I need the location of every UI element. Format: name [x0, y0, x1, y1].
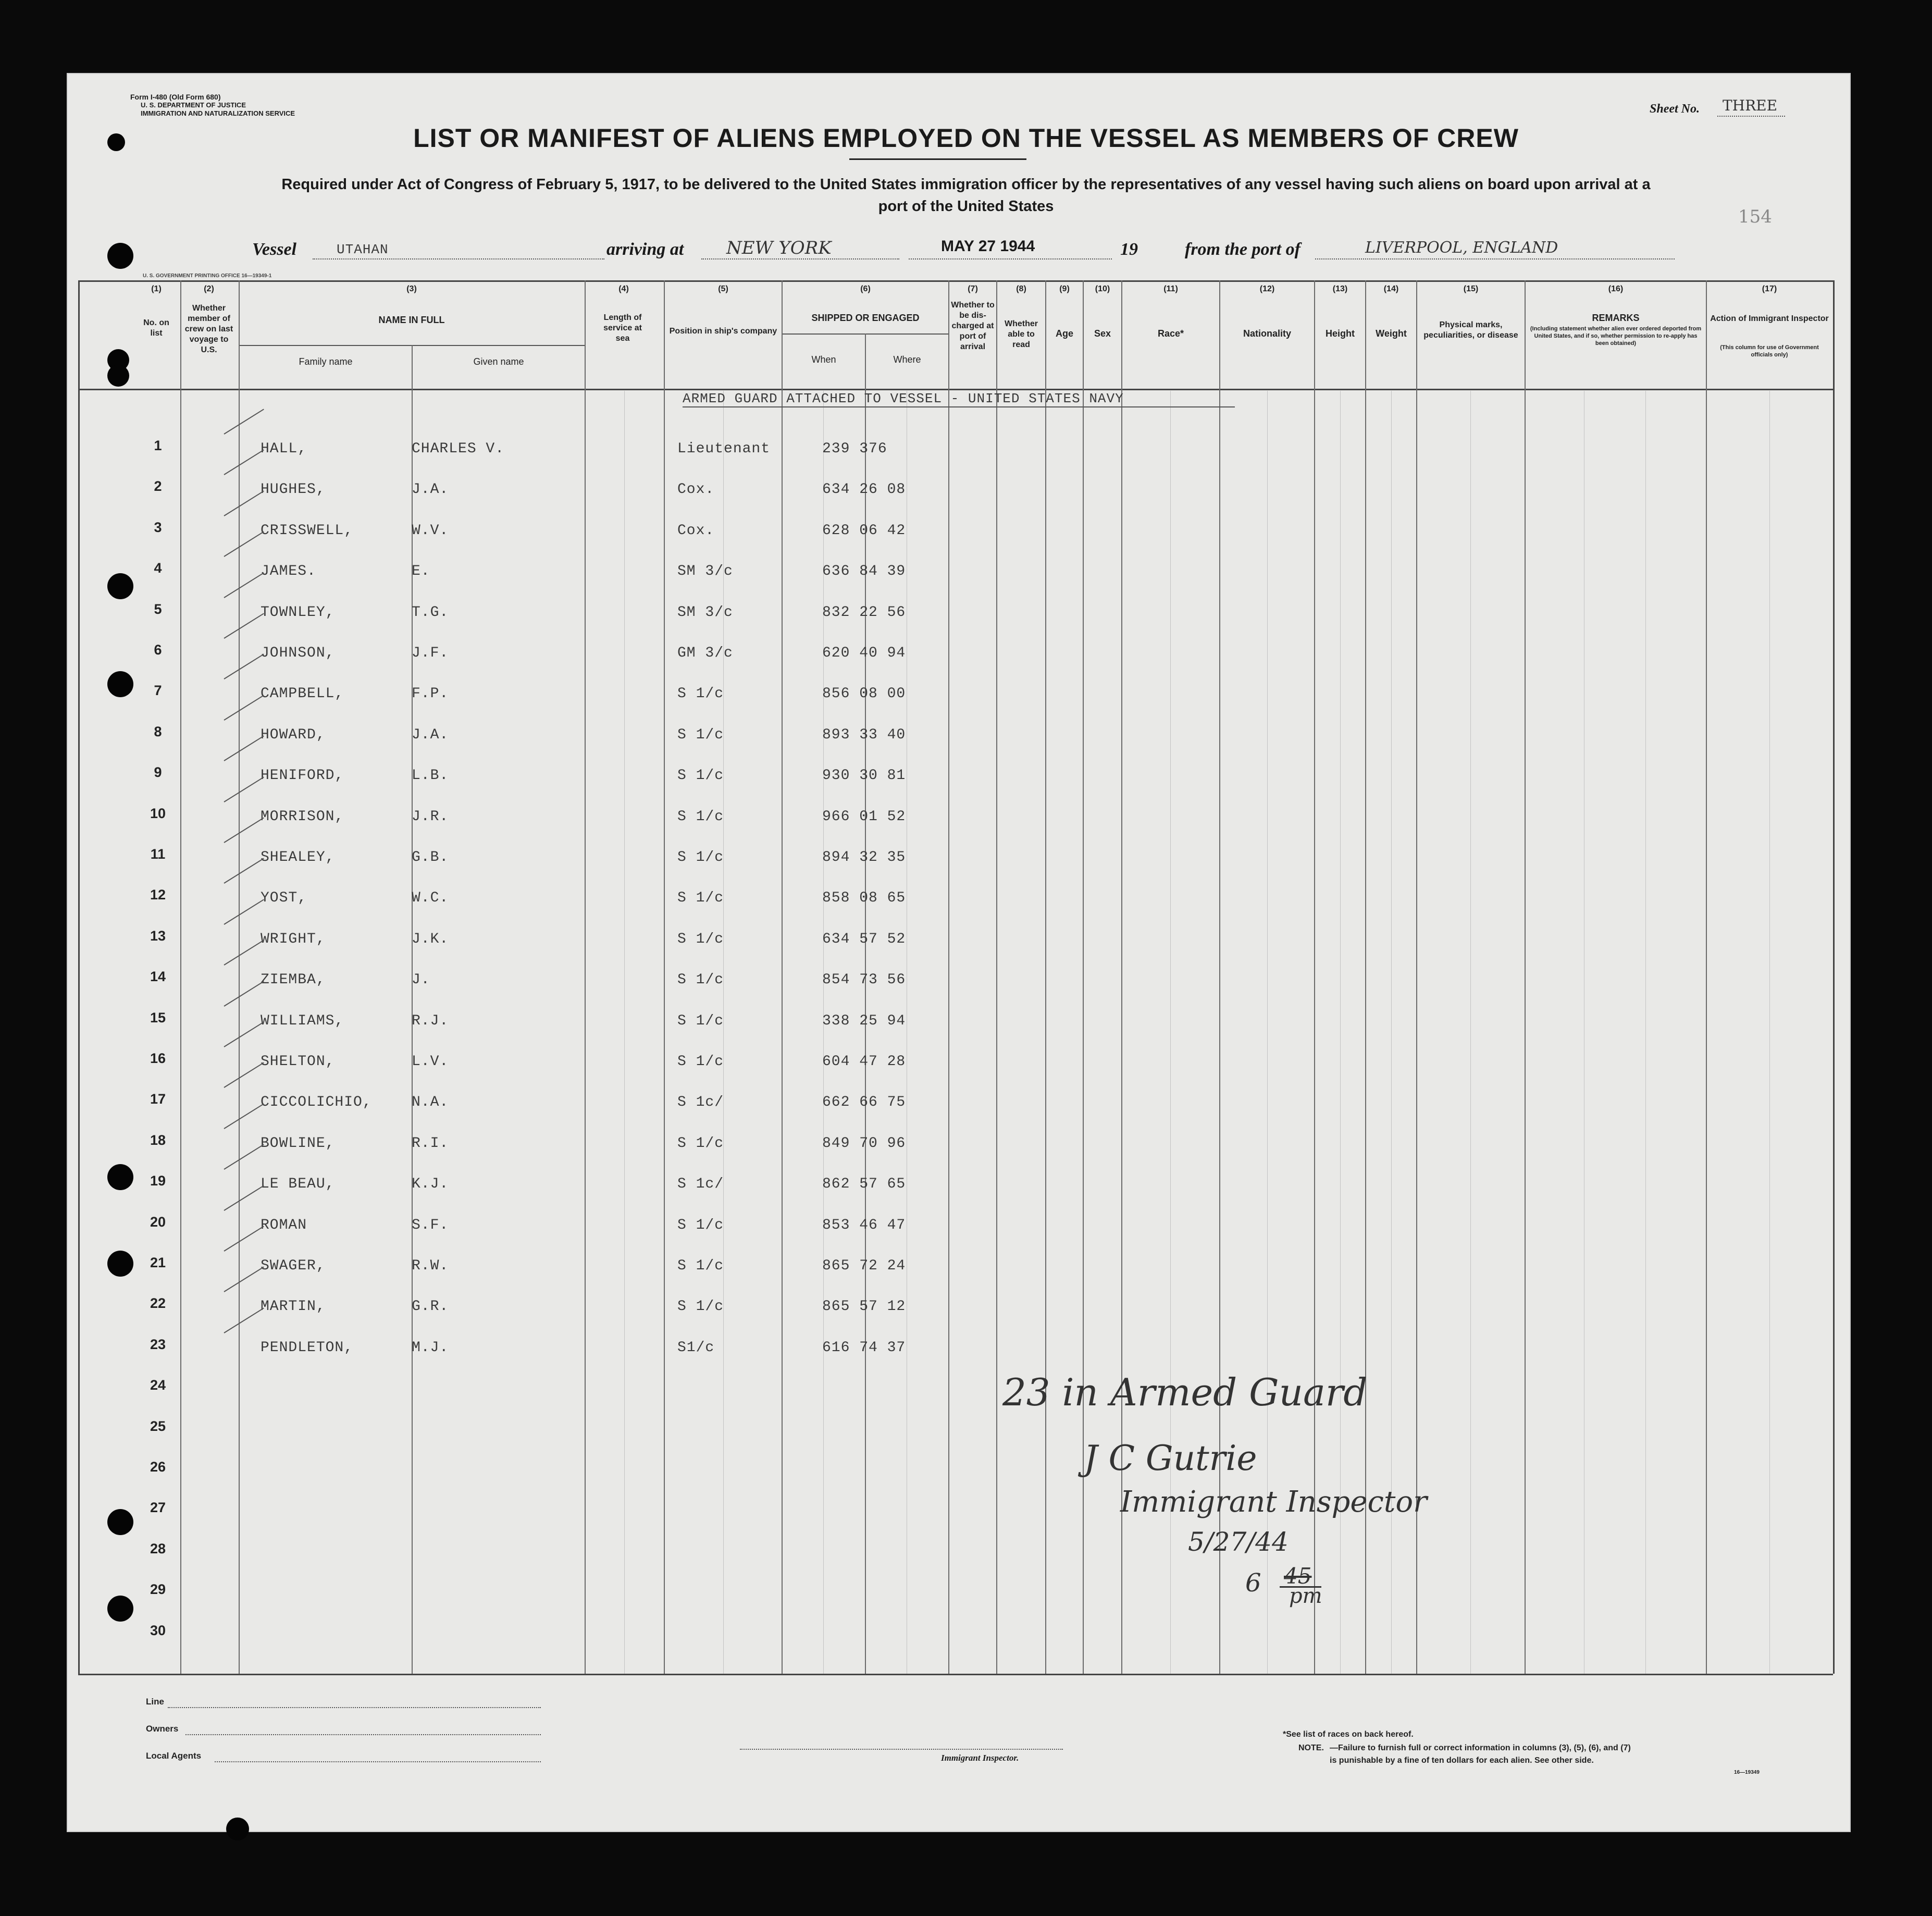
shipped-engaged: 894 32 35: [822, 849, 906, 866]
stamp-number: 154: [1738, 206, 1772, 227]
family-name: SHEALEY,: [261, 849, 335, 866]
row-number: 8: [154, 724, 162, 739]
remarks-note: (Including statement whether alien ever ordered deported from United States, and if so, whether permission to re-apply has been obtained): [1530, 326, 1702, 347]
footer-print-code: 16—19349: [1734, 1770, 1760, 1775]
col-header-physical-marks: Physical marks, peculiarities, or disease: [1423, 320, 1518, 340]
position: S 1/c: [677, 809, 724, 825]
position: S 1c/: [677, 1094, 724, 1110]
inspection-time-struck: 45: [1284, 1563, 1312, 1589]
table-bottom-border: [78, 1674, 1833, 1675]
footer-inspector-label: Immigrant Inspector.: [941, 1753, 1019, 1763]
grid-rule: [624, 391, 625, 1674]
grid-rule: [1470, 391, 1471, 1674]
vessel-value: UTAHAN: [337, 242, 389, 257]
row-number: 25: [150, 1418, 166, 1434]
row-number: 29: [150, 1581, 166, 1597]
grid-rule: [723, 391, 724, 1674]
printing-office-line: U. S. GOVERNMENT PRINTING OFFICE 16—19349-1: [143, 273, 272, 279]
handwritten-count-note: 23 in Armed Guard: [1002, 1370, 1368, 1414]
family-name: JAMES.: [261, 563, 316, 579]
punch-hole: [107, 1596, 133, 1622]
col-header-sex: Sex: [1094, 328, 1111, 339]
given-name: J.: [412, 972, 430, 988]
punch-hole: [107, 573, 133, 599]
position: S 1/c: [677, 1054, 724, 1070]
col-num-4: (4): [618, 285, 629, 293]
family-name: WRIGHT,: [261, 931, 326, 947]
grid-rule: [1769, 391, 1770, 1674]
subheader-family-name: Family name: [299, 356, 353, 367]
column-rule: [1833, 280, 1835, 1674]
family-name: ZIEMBA,: [261, 972, 326, 988]
given-name: W.V.: [412, 523, 449, 539]
col-num-7: (7): [968, 285, 978, 293]
page-title: LIST OR MANIFEST OF ALIENS EMPLOYED ON THE VESSEL AS MEMBERS OF CREW: [413, 123, 1519, 153]
given-name: N.A.: [412, 1094, 449, 1110]
arriving-label: arriving at: [606, 240, 684, 259]
row-number: 24: [150, 1377, 166, 1393]
footer-note-line-1: —Failure to furnish full or correct information in columns (3), (5), (6), and (7): [1330, 1744, 1631, 1752]
given-name: T.G.: [412, 604, 449, 621]
col-num-10: (10): [1095, 285, 1110, 293]
punch-hole: [107, 243, 133, 269]
footer-line-label: Line: [146, 1697, 164, 1707]
row-number: 28: [150, 1541, 166, 1556]
col-num-14: (14): [1383, 285, 1399, 293]
col-header-shipped-or-engaged: SHIPPED OR ENGAGED: [811, 313, 920, 323]
row-number: 10: [150, 806, 166, 821]
given-name: G.B.: [412, 849, 449, 866]
family-name: CRISSWELL,: [261, 523, 354, 539]
shipped-engaged: 966 01 52: [822, 809, 906, 825]
column-rule: [1365, 280, 1366, 1674]
row-number: 11: [150, 846, 166, 862]
footer-note-label: NOTE.: [1298, 1744, 1324, 1752]
given-name: K.J.: [412, 1176, 449, 1192]
table-top-border: [78, 280, 1833, 282]
subtitle-line-2: port of the United States: [878, 198, 1054, 215]
col-num-15: (15): [1463, 285, 1479, 293]
position: S 1/c: [677, 727, 724, 743]
given-name: J.A.: [412, 481, 449, 498]
shipped-engaged: 862 57 65: [822, 1176, 906, 1192]
column-rule: [996, 280, 997, 1674]
shipped-engaged: 854 73 56: [822, 972, 906, 988]
row-number: 20: [150, 1214, 166, 1230]
shipped-engaged: 239 376: [822, 441, 887, 457]
sheet-number-label: Sheet No.: [1650, 102, 1700, 116]
given-name: J.R.: [412, 809, 449, 825]
row-number: 1: [154, 438, 162, 453]
punch-hole: [107, 1509, 133, 1535]
col-header-weight: Weight: [1376, 328, 1407, 339]
given-name: R.J.: [412, 1013, 449, 1029]
column-rule: [664, 280, 665, 1674]
footer-owners-label: Owners: [146, 1724, 179, 1734]
given-name: F.P.: [412, 686, 449, 702]
vessel-label: Vessel: [252, 240, 296, 259]
grid-rule: [1170, 391, 1171, 1674]
shipped-engaged: 604 47 28: [822, 1054, 906, 1070]
from-port-label: from the port of: [1185, 240, 1301, 259]
position: SM 3/c: [677, 563, 733, 579]
col-num-2: (2): [204, 285, 214, 293]
family-name: MORRISON,: [261, 809, 344, 825]
given-name: M.J.: [412, 1340, 449, 1356]
col-header-able-to-read: Whether able to read: [1005, 319, 1038, 349]
col-header-no-on-list: No. on list: [143, 318, 169, 338]
shipped-engaged: 662 66 75: [822, 1094, 906, 1110]
position: S1/c: [677, 1340, 715, 1356]
position: S 1/c: [677, 1217, 724, 1233]
position: S 1/c: [677, 1135, 724, 1152]
col-num-16: (16): [1608, 285, 1624, 293]
grid-rule: [1391, 391, 1392, 1674]
position: S 1/c: [677, 1299, 724, 1315]
position: S 1c/: [677, 1176, 724, 1192]
subheader-where: Where: [893, 354, 921, 365]
position: Lieutenant: [677, 441, 771, 457]
row-number: 6: [154, 642, 162, 658]
given-name: R.I.: [412, 1135, 449, 1152]
given-name: E.: [412, 563, 430, 579]
shipped-engaged: 616 74 37: [822, 1340, 906, 1356]
given-name: J.K.: [412, 931, 449, 947]
column-rule: [1525, 280, 1526, 1674]
form-number: Form I-480 (Old Form 680): [130, 93, 221, 101]
year-label: 19: [1120, 240, 1138, 259]
column-rule: [948, 280, 949, 1674]
date-line: [909, 258, 1112, 259]
col-num-3: (3): [406, 285, 417, 293]
col-header-inspector-action: Action of Immigrant Inspector: [1710, 314, 1829, 323]
time-fraction-bar: [1280, 1586, 1321, 1588]
family-name: WILLIAMS,: [261, 1013, 344, 1029]
family-name: SHELTON,: [261, 1054, 335, 1070]
position: S 1/c: [677, 686, 724, 702]
col-num-17: (17): [1762, 285, 1777, 293]
row-number: 5: [154, 601, 162, 617]
col-num-13: (13): [1332, 285, 1348, 293]
position: S 1/c: [677, 849, 724, 866]
col-header-remarks: REMARKS: [1592, 313, 1640, 323]
col-header-height: Height: [1326, 328, 1355, 339]
action-note: (This column for use of Government officials only): [1720, 344, 1819, 358]
punch-hole: [107, 1251, 133, 1277]
col-header-name-in-full: NAME IN FULL: [378, 315, 445, 325]
col-header-age: Age: [1055, 328, 1073, 339]
given-name: S.F.: [412, 1217, 449, 1233]
family-name: MARTIN,: [261, 1299, 326, 1315]
row-number: 21: [150, 1255, 166, 1270]
footer-line-field: [168, 1707, 541, 1708]
column-rule: [412, 345, 413, 1674]
shipped-engaged: 865 72 24: [822, 1258, 906, 1274]
position: Cox.: [677, 481, 715, 498]
footer-agents-label: Local Agents: [146, 1751, 202, 1761]
col-num-12: (12): [1259, 285, 1275, 293]
punch-hole: [107, 365, 129, 387]
punch-hole: [107, 1164, 133, 1190]
row-number: 15: [150, 1010, 166, 1025]
col-header-nationality: Nationality: [1243, 328, 1291, 339]
section-heading: ARMED GUARD ATTACHED TO VESSEL - UNITED STATES NAVY: [683, 391, 1124, 406]
position: Cox.: [677, 523, 715, 539]
family-name: PENDLETON,: [261, 1340, 354, 1356]
inspection-time-suffix: pm: [1289, 1584, 1322, 1608]
col-num-9: (9): [1059, 285, 1070, 293]
row-number: 26: [150, 1459, 166, 1475]
inspector-signature-line: [740, 1749, 1063, 1750]
subheader-given-name: Given name: [473, 356, 524, 367]
family-name: BOWLINE,: [261, 1135, 335, 1152]
vessel-line: [313, 258, 604, 259]
inspection-date: 5/27/44: [1188, 1527, 1289, 1557]
column-rule: [78, 280, 80, 1674]
shipped-engaged: 930 30 81: [822, 768, 906, 784]
column-rule: [239, 280, 240, 1674]
row-number: 4: [154, 560, 162, 576]
column-rule: [1045, 280, 1046, 1674]
position: GM 3/c: [677, 645, 733, 661]
column-rule: [585, 280, 586, 1674]
shipped-engaged: 620 40 94: [822, 645, 906, 661]
row-number: 30: [150, 1623, 166, 1638]
row-number: 2: [154, 478, 162, 494]
col-header-previous-voyage: Whether member of crew on last voyage to U.S.: [184, 304, 233, 354]
family-name: HOWARD,: [261, 727, 326, 743]
row-number: 7: [154, 683, 162, 698]
given-name: J.F.: [412, 645, 449, 661]
row-number: 23: [150, 1337, 166, 1352]
row-number: 16: [150, 1050, 166, 1066]
grid-rule: [823, 391, 824, 1674]
position: S 1/c: [677, 1258, 724, 1274]
family-name: HALL,: [261, 441, 307, 457]
position: S 1/c: [677, 768, 724, 784]
punch-hole: [226, 1818, 249, 1840]
family-name: JOHNSON,: [261, 645, 335, 661]
row-number: 3: [154, 520, 162, 535]
section-heading-underline: [683, 406, 1235, 407]
arriving-line: [701, 258, 899, 259]
row-number: 17: [150, 1091, 166, 1107]
row-number: 27: [150, 1500, 166, 1515]
grid-rule: [1267, 391, 1268, 1674]
row-number: 14: [150, 969, 166, 984]
row-number: 18: [150, 1132, 166, 1148]
family-name: CICCOLICHIO,: [261, 1094, 372, 1110]
grid-rule: [1340, 391, 1341, 1674]
col-num-8: (8): [1016, 285, 1026, 293]
shipped-engaged: 853 46 47: [822, 1217, 906, 1233]
shipped-engaged: 865 57 12: [822, 1299, 906, 1315]
department-name: U. S. DEPARTMENT OF JUSTICE: [141, 101, 246, 109]
inspection-time-hour: 6: [1245, 1568, 1261, 1598]
family-name: YOST,: [261, 890, 307, 906]
given-name: CHARLES V.: [412, 441, 505, 457]
arriving-value: NEW YORK: [726, 238, 832, 258]
column-rule: [1416, 280, 1417, 1674]
family-name: LE BEAU,: [261, 1176, 335, 1192]
given-name: L.B.: [412, 768, 449, 784]
position: SM 3/c: [677, 604, 733, 621]
shipped-engaged: 338 25 94: [822, 1013, 906, 1029]
footer-agents-field: [215, 1761, 541, 1762]
footer-owners-field: [185, 1734, 541, 1735]
row-number: 13: [150, 928, 166, 944]
inspector-signature: J C Gutrie: [1084, 1438, 1257, 1478]
row-number: 12: [150, 887, 166, 903]
title-underline: [849, 158, 1026, 160]
col-num-6: (6): [860, 285, 871, 293]
family-name: HUGHES,: [261, 481, 326, 498]
column-rule: [782, 280, 783, 1674]
family-name: SWAGER,: [261, 1258, 326, 1274]
given-name: R.W.: [412, 1258, 449, 1274]
column-rule: [1706, 280, 1707, 1674]
given-name: J.A.: [412, 727, 449, 743]
from-port-value: LIVERPOOL, ENGLAND: [1365, 239, 1558, 257]
given-name: L.V.: [412, 1054, 449, 1070]
shipped-engaged: 858 08 65: [822, 890, 906, 906]
position: S 1/c: [677, 931, 724, 947]
family-name: HENIFORD,: [261, 768, 344, 784]
subheader-when: When: [811, 354, 836, 365]
col-num-5: (5): [718, 285, 728, 293]
inspector-title-handwritten: Immigrant Inspector: [1120, 1485, 1427, 1519]
shipped-engaged: 636 84 39: [822, 563, 906, 579]
row-number: 9: [154, 764, 162, 780]
given-name: G.R.: [412, 1299, 449, 1315]
position: S 1/c: [677, 1013, 724, 1029]
subtitle-line-1: Required under Act of Congress of February 5, 1917, to be delivered to the United States immigration officer by the representatives of any vessel having such aliens on board upon arrival at a: [281, 176, 1651, 193]
shipped-engaged: 832 22 56: [822, 604, 906, 621]
arrival-date: MAY 27 1944: [941, 238, 1035, 255]
footer-note-line-2: is punishable by a fine of ten dollars for each alien. See other side.: [1330, 1756, 1594, 1765]
row-number: 22: [150, 1295, 166, 1311]
shipped-engaged: 634 26 08: [822, 481, 906, 498]
shipped-engaged: 634 57 52: [822, 931, 906, 947]
column-rule: [1314, 280, 1315, 1674]
col-header-position: Position in ship's company: [669, 327, 777, 336]
shipped-engaged: 628 06 42: [822, 523, 906, 539]
col-header-length-of-service: Length of service at sea: [603, 313, 642, 343]
position: S 1/c: [677, 972, 724, 988]
service-name: IMMIGRATION AND NATURALIZATION SERVICE: [141, 109, 295, 117]
shipped-engaged: 856 08 00: [822, 686, 906, 702]
punch-hole: [107, 671, 133, 697]
family-name: TOWNLEY,: [261, 604, 335, 621]
col-num-1: (1): [151, 285, 162, 293]
footer-race-note: *See list of races on back hereof.: [1283, 1730, 1414, 1739]
position: S 1/c: [677, 890, 724, 906]
sheet-number-value: THREE: [1723, 97, 1778, 114]
given-name: W.C.: [412, 890, 449, 906]
row-number: 19: [150, 1173, 166, 1189]
shipped-engaged: 893 33 40: [822, 727, 906, 743]
grid-rule: [1645, 391, 1646, 1674]
col-header-race: Race*: [1157, 328, 1184, 339]
family-name: CAMPBELL,: [261, 686, 344, 702]
sheet-number-line: [1717, 116, 1785, 117]
shipped-engaged: 849 70 96: [822, 1135, 906, 1152]
family-name: ROMAN: [261, 1217, 307, 1233]
col-header-discharged: Whether to be dis-charged at port of arrival: [951, 301, 995, 351]
table-header-bottom: [78, 389, 1833, 390]
from-port-line: [1315, 258, 1675, 259]
col-num-11: (11): [1163, 285, 1178, 293]
